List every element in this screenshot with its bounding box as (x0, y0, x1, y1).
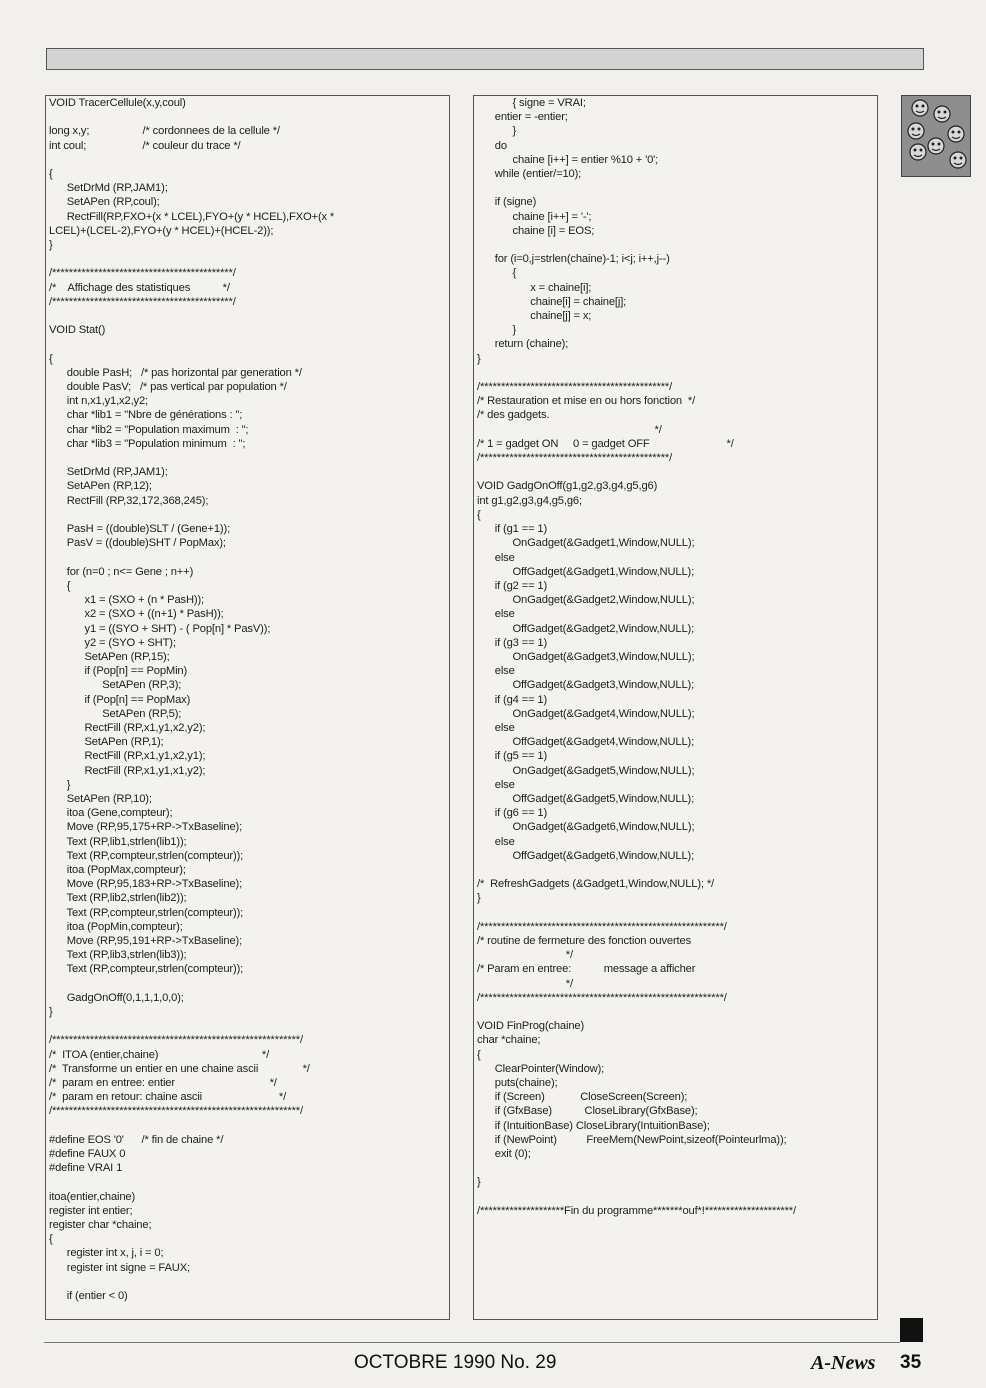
page-marker (900, 1318, 923, 1342)
magazine-logo: A-News (811, 1352, 876, 1374)
smiley-faces-icon (902, 96, 970, 176)
smiley-faces-illustration (901, 95, 971, 177)
code-column-left (45, 95, 450, 1320)
page-number: 35 (900, 1352, 922, 1373)
header-bar (46, 48, 924, 70)
code-column-right (473, 95, 878, 1320)
code-listing-right: { signe = VRAI; entier = -entier; } do chaine [i++] = entier %10 + '0'; while (entier/=10); if (signe) chaine [i++] = '-'; chaine [i] = EOS; for (i=0,j=strlen(chaine)-1; i<j; i++,j--) { x = chaine[i]; chaine[i] = chaine[j]; chaine[j] = x; } return (chaine); } /*********************************************/ /* Restauration et mise en ou hors fonction */ /* des gadgets. */ /* 1 = gadget ON 0 = gadget OFF */ /*********************************************/ VOID GadgOnOff(g1,g2,g3,g4,g5,g6) int g1,g2,g3,g4,g5,g6; { if (g1 == 1) OnGadget(&Gadget1,Window,NULL); else OffGadget(&Gadget1,Window,NULL); if (g2 == 1) OnGadget(&Gadget2,Window,NULL); else OffGadget(&Gadget2,Window,NULL); if (g3 == 1) OnGadget(&Gadget3,Window,NULL); else OffGadget(&Gadget3,Window,NULL); if (g4 == 1) OnGadget(&Gadget4,Window,NULL); else OffGadget(&Gadget4,Window,NULL); if (g5 == 1) OnGadget(&Gadget5,Window,NULL); else OffGadget(&Gadget5,Window,NULL); if (g6 == 1) OnGadget(&Gadget6,Window,NULL); else OffGadget(&Gadget6,Window,NULL); /* RefreshGadgets (&Gadget1,Window,NULL); */ } /**********************************************************/ /* routine de fermeture des fonction ouvertes */ /* Param en entree: message a afficher */ /**********************************************************/ VOID FinProg(chaine) char *chaine; { ClearPointer(Window); puts(chaine); if (Screen) CloseScreen(Screen); if (GfxBase) CloseLibrary(GfxBase); if (IntuitionBase) CloseLibrary(IntuitionBase); if (NewPoint) FreeMem(NewPoint,sizeof(Pointeurlma)); exit (0); } /********************Fin du programme*******ouf*!*********************/ (477, 97, 796, 1217)
code-listing-left: VOID TracerCellule(x,y,coul) long x,y; /* cordonnees de la cellule */ int coul; /* couleur du trace */ { SetDrMd (RP,JAM1); SetAPen (RP,coul); RectFill(RP,FXO+(x * LCEL),FYO+(y * HCEL),FXO+(x * LCEL)+(LCEL-2),FYO+(y * HCEL)+(HCEL-2)); } /*******************************************/ /* Affichage des statistiques */ /*******************************************/ VOID Stat() { double PasH; /* pas horizontal par generation */ double PasV; /* pas vertical par population */ int n,x1,y1,x2,y2; char *lib1 = "Nbre de générations : "; char *lib2 = "Population maximum : "; char *lib3 = "Population minimum : "; SetDrMd (RP,JAM1); SetAPen (RP,12); RectFill (RP,32,172,368,245); PasH = ((double)SLT / (Gene+1)); PasV = ((double)SHT / PopMax); for (n=0 ; n<= Gene ; n++) { x1 = (SXO + (n * PasH)); x2 = (SXO + ((n+1) * PasH)); y1 = ((SYO + SHT) - ( Pop[n] * PasV)); y2 = (SYO + SHT); SetAPen (RP,15); if (Pop[n] == PopMin) SetAPen (RP,3); if (Pop[n] == PopMax) SetAPen (RP,5); RectFill (RP,x1,y1,x2,y2); SetAPen (RP,1); RectFill (RP,x1,y1,x2,y1); RectFill (RP,x1,y1,x1,y2); } SetAPen (RP,10); itoa (Gene,compteur); Move (RP,95,175+RP->TxBaseline); Text (RP,lib1,strlen(lib1)); Text (RP,compteur,strlen(compteur)); itoa (PopMax,compteur); Move (RP,95,183+RP->TxBaseline); Text (RP,lib2,strlen(lib2)); Text (RP,compteur,strlen(compteur)); itoa (PopMin,compteur); Move (RP,95,191+RP->TxBaseline); Text (RP,lib3,strlen(lib3)); Text (RP,compteur,strlen(compteur)); GadgOnOff(0,1,1,1,0,0); } /***********************************************************/ /* ITOA (entier,chaine) */ /* Transforme un entier en une chaine ascii */ /* param en entree: entier */ /* param en retour: chaine ascii */ /***********************************************************/ #define EOS '0' /* fin de chaine */ #define FAUX 0 #define VRAI 1 itoa(entier,chaine) register int entier; register char *chaine; { register int x, j, i = 0; register int signe = FAUX; if (entier < 0) (49, 97, 335, 1303)
issue-label: OCTOBRE 1990 No. 29 (354, 1352, 557, 1373)
footer-rule (44, 1342, 900, 1343)
